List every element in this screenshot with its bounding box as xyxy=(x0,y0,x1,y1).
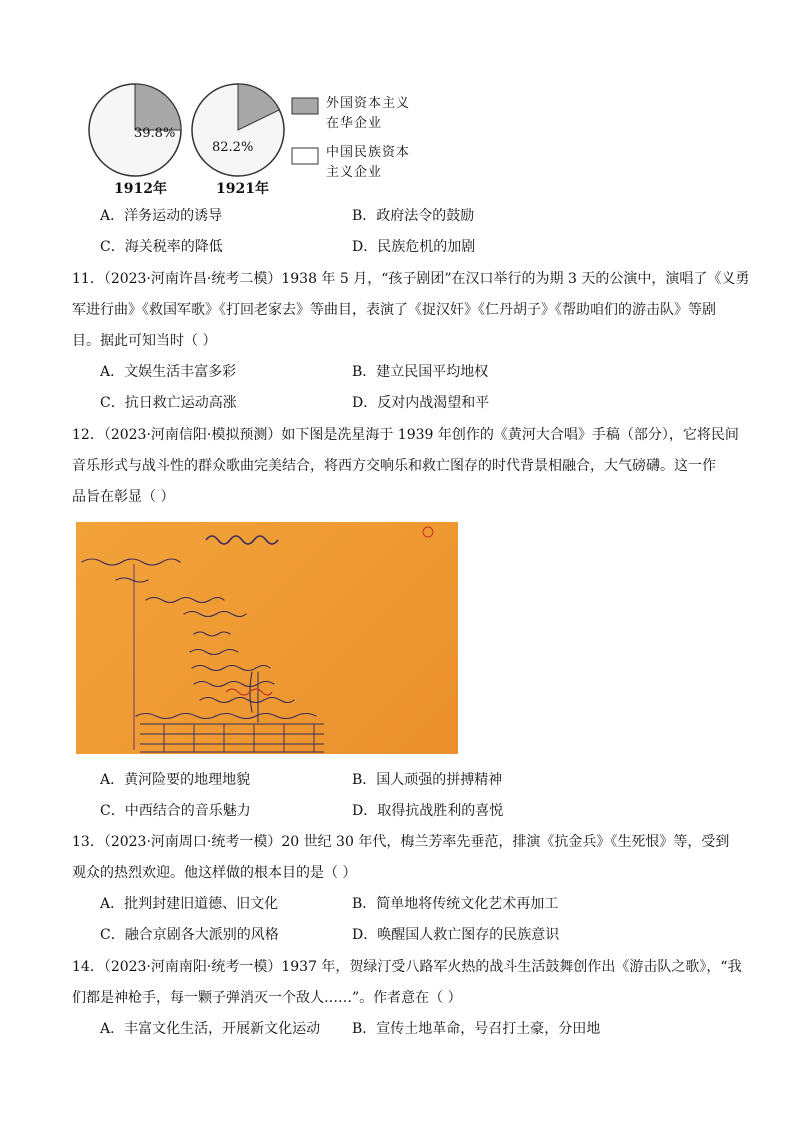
q12-option-c[interactable]: C．中西结合的音乐魅力 xyxy=(100,803,251,819)
legend-domestic-line1: 中国民族资本 xyxy=(326,145,411,160)
legend-swatch-domestic xyxy=(292,148,318,164)
manuscript-handwriting xyxy=(76,522,458,754)
legend-foreign-line1: 外国资本主义 xyxy=(326,96,411,111)
q12-option-a[interactable]: A．黄河险要的地理地貌 xyxy=(100,772,251,788)
q12-stem-line-1: 12．（2023·河南信阳·模拟预测）如下图是冼星海于 1939 年创作的《黄河大合唱》手稿（部分），它将民间 xyxy=(72,427,739,443)
pie-1921-year: 1921年 xyxy=(216,181,269,197)
q12-option-d[interactable]: D．取得抗战胜利的喜悦 xyxy=(352,803,504,819)
q13-option-c[interactable]: C．融合京剧各大派别的风格 xyxy=(100,927,279,943)
q14-option-a[interactable]: A．丰富文化生活，开展新文化运动 xyxy=(100,1021,321,1037)
q14-option-b[interactable]: B．宣传土地革命，号召打土豪，分田地 xyxy=(352,1021,601,1037)
q11-stem-line-1: 11．（2023·河南许昌·统考二模）1938 年 5 月，“孩子剧团”在汉口举行的为期 3 天的公演中，演唱了《义勇 xyxy=(72,271,750,287)
q13-option-b[interactable]: B．简单地将传统文化艺术再加工 xyxy=(352,896,559,912)
q14-stem-line-1: 14．（2023·河南南阳·统考一模）1937 年，贺绿汀受八路军火热的战斗生活鼓舞创作出《游击队之歌》，“我 xyxy=(72,959,742,975)
pie-1912-year: 1912年 xyxy=(114,181,167,197)
q13-stem-line-2: 观众的热烈欢迎。他这样做的根本目的是（ ） xyxy=(72,865,357,881)
q12-option-b[interactable]: B．国人顽强的拼搏精神 xyxy=(352,772,503,788)
q10-option-c[interactable]: C．海关税率的降低 xyxy=(100,239,223,255)
legend-swatch-foreign xyxy=(292,98,318,114)
q10-option-d[interactable]: D．民族危机的加剧 xyxy=(352,239,476,255)
q11-option-a[interactable]: A．文娱生活丰富多彩 xyxy=(100,364,237,380)
pie-1912-label: 39.8% xyxy=(134,126,176,141)
q11-stem-line-2: 军进行曲》《救国军歌》《打回老家去》等曲目，表演了《捉汉奸》《仁丹胡子》《帮助咱们的游击队》等剧 xyxy=(72,302,716,318)
q13-stem-line-1: 13．（2023·河南周口·统考一模）20 世纪 30 年代，梅兰芳率先垂范，排演《抗金兵》《生死恨》等，受到 xyxy=(72,834,730,850)
q14-stem-line-2: 们都是神枪手，每一颗子弹消灭一个敌人……”。作者意在（ ） xyxy=(72,990,462,1006)
q11-option-b[interactable]: B．建立民国平均地权 xyxy=(352,364,489,380)
q12-stem-line-3: 品旨在彰显（ ） xyxy=(72,489,175,505)
legend-foreign-line2: 在华企业 xyxy=(326,116,383,131)
legend-domestic-line2: 主义企业 xyxy=(326,165,383,180)
q13-option-a[interactable]: A．批判封建旧道德、旧文化 xyxy=(100,896,279,912)
q11-option-d[interactable]: D．反对内战渴望和平 xyxy=(352,395,490,411)
q12-stem-line-2: 音乐形式与战斗性的群众歌曲完美结合，将西方交响乐和救亡图存的时代背景相融合，大气磅礴。这一作 xyxy=(72,458,716,474)
pie-1921-label: 82.2% xyxy=(212,140,254,155)
pie-1912-foreign-slice xyxy=(135,84,181,130)
q10-option-b[interactable]: B．政府法令的鼓励 xyxy=(352,208,475,224)
q11-stem-line-3: 目。据此可知当时（ ） xyxy=(72,333,217,349)
q11-option-c[interactable]: C．抗日救亡运动高涨 xyxy=(100,395,237,411)
manuscript-photo xyxy=(76,522,458,754)
q10-option-a[interactable]: A．洋务运动的诱导 xyxy=(100,208,223,224)
q13-option-d[interactable]: D．唤醒国人救亡图存的民族意识 xyxy=(352,927,560,943)
